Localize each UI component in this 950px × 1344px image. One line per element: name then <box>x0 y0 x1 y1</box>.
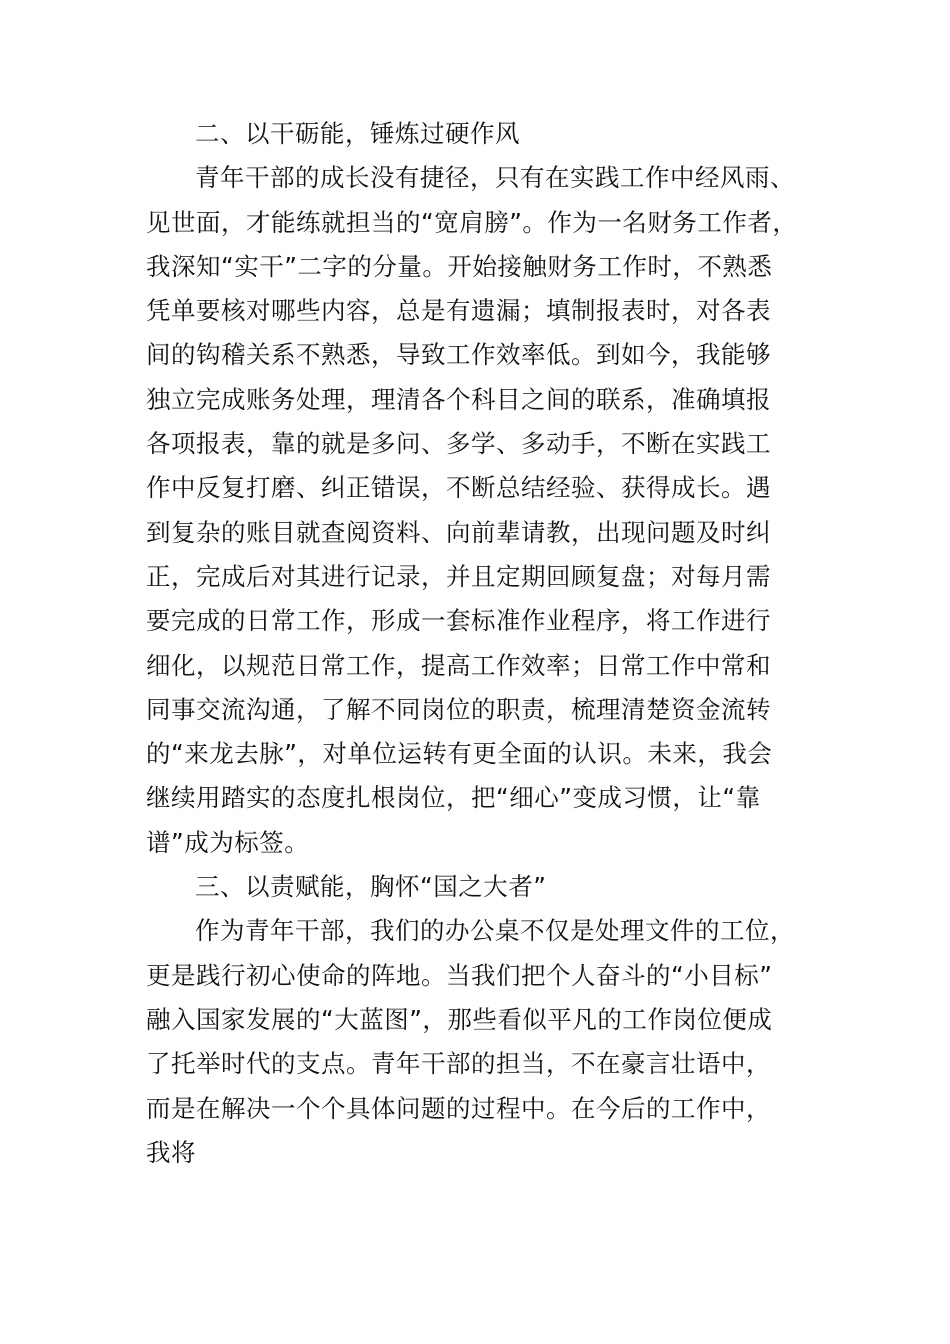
paragraph-line: 继续用踏实的态度扎根岗位，把“细心”变成习惯，让“靠 <box>146 783 761 813</box>
paragraph-line: 了托举时代的支点。青年干部的担当，不在豪言壮语中， <box>146 1049 771 1079</box>
paragraph-line: 作中反复打磨、纠正错误，不断总结经验、获得成长。遇 <box>146 473 771 503</box>
paragraph-line: 的“来龙去脉”，对单位运转有更全面的认识。未来，我会 <box>146 739 773 769</box>
paragraph-line: 要完成的日常工作，形成一套标准作业程序，将工作进行 <box>146 606 771 636</box>
paragraph-line: 我将 <box>146 1137 196 1167</box>
paragraph-line: 更是践行初心使命的阵地。当我们把个人奋斗的“小目标” <box>146 960 773 990</box>
paragraph-line: 间的钩稽关系不熟悉，导致工作效率低。到如今，我能够 <box>146 340 771 370</box>
paragraph-line: 正，完成后对其进行记录，并且定期回顾复盘；对每月需 <box>146 561 771 591</box>
paragraph-line: 见世面，才能练就担当的“宽肩膀”。作为一名财务工作者， <box>146 207 798 237</box>
section-heading-2: 二、以干砺能，锤炼过硬作风 <box>195 119 520 148</box>
document-body <box>146 112 846 1175</box>
paragraph-line: 同事交流沟通，了解不同岗位的职责，梳理清楚资金流转 <box>146 694 771 724</box>
paragraph-line: 谱”成为标签。 <box>146 827 310 857</box>
paragraph-line: 融入国家发展的“大蓝图”，那些看似平凡的工作岗位便成 <box>146 1004 773 1034</box>
paragraph-line: 作为青年干部，我们的办公桌不仅是处理文件的工位， <box>195 916 795 946</box>
paragraph-line: 青年干部的成长没有捷径，只有在实践工作中经风雨、 <box>195 163 795 193</box>
paragraph-line: 到复杂的账目就查阅资料、向前辈请教，出现问题及时纠 <box>146 517 771 547</box>
section-heading-3: 三、以责赋能，胸怀“国之大者” <box>195 872 547 902</box>
paragraph-line: 独立完成账务处理，理清各个科目之间的联系，准确填报 <box>146 384 771 414</box>
paragraph-line: 我深知“实干”二字的分量。开始接触财务工作时，不熟悉 <box>146 251 773 281</box>
paragraph-line: 而是在解决一个个具体问题的过程中。在今后的工作中， <box>146 1093 771 1123</box>
paragraph-line: 各项报表，靠的就是多问、多学、多动手，不断在实践工 <box>146 429 771 459</box>
paragraph-line: 凭单要核对哪些内容，总是有遗漏；填制报表时，对各表 <box>146 296 771 326</box>
paragraph-line: 细化，以规范日常工作，提高工作效率；日常工作中常和 <box>146 650 771 680</box>
